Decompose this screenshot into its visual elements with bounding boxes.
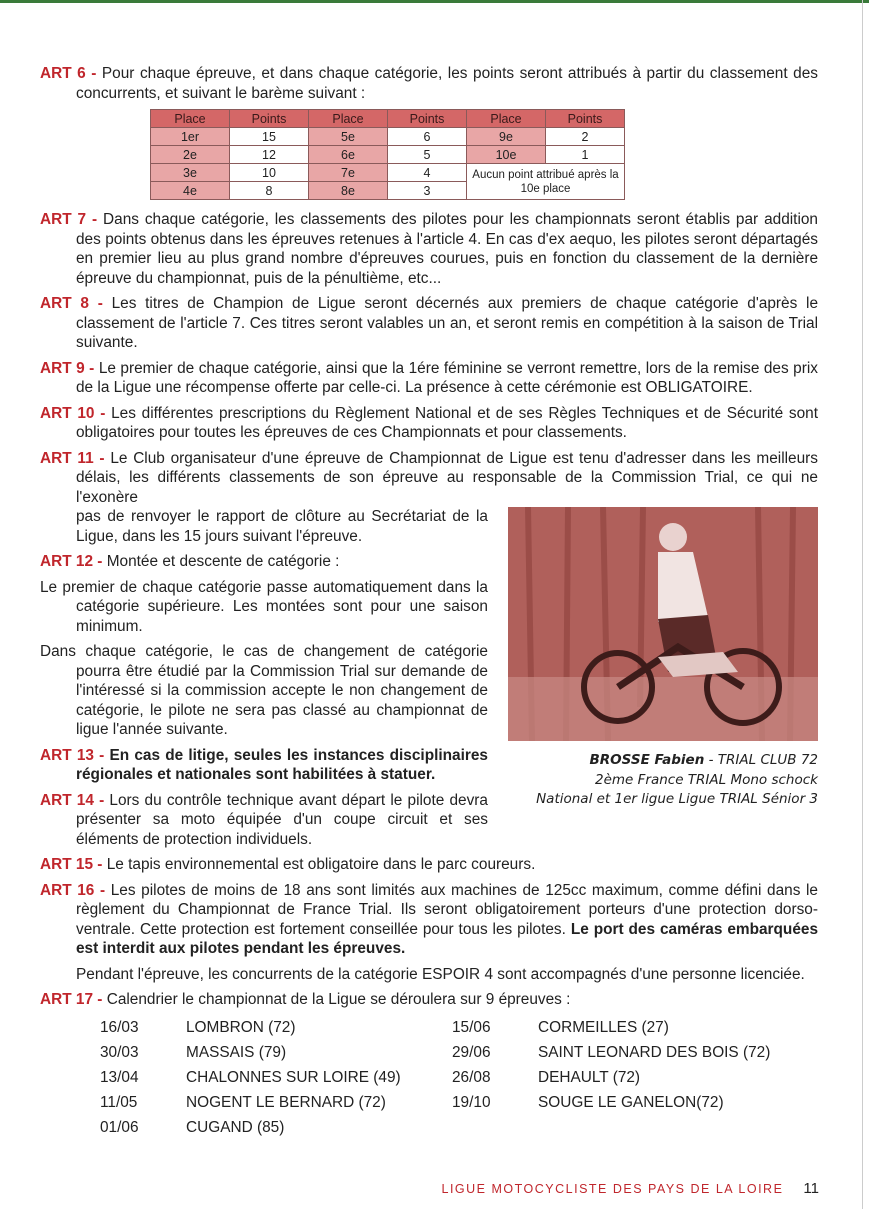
table-header-row [151,110,625,128]
article-label: ART 10 - [40,404,106,422]
article-text: En cas de litige, seules les instances disciplinaires régionales et nationales sont habilitées à statuer. [76,746,488,783]
article-label: ART 16 - [40,881,106,899]
table-cell: 8 [230,182,309,200]
table-cell: 7e [309,164,388,182]
article-label: ART 11 - [40,449,105,467]
article-text: Lors du contrôle technique avant départ le pilote devra présenter sa moto équipée d'un coupe circuit et ses éléments de protection individuels. [76,791,488,848]
calendar-place [538,1118,858,1137]
table-cell: 3 [388,182,467,200]
table-cell: 4e [151,182,230,200]
calendar-date: 30/03 [100,1043,139,1061]
col-header: Points [230,110,309,128]
table-note: Aucun point attribué après la 10e place [467,164,625,200]
article-label: ART 17 - [40,991,103,1008]
photo-section [40,507,818,849]
article-label: ART 12 - [40,553,103,570]
article-10 [40,404,818,443]
calendar-place: NOGENT LE BERNARD (72) [186,1093,386,1111]
article-11 [40,449,818,508]
table-cell: 1er [151,128,230,146]
calendar-place: CUGAND (85) [186,1118,285,1136]
article-12-paragraph-1: Le premier de chaque catégorie passe automatiquement dans la catégorie supérieure. Les montées sont pour une saison minimum. [40,578,488,635]
page-edge [862,0,863,1209]
table-cell: 5 [388,146,467,164]
caption-line-1 [508,751,818,771]
article-label: ART 9 - [40,359,95,377]
article-text: Pour chaque épreuve, et dans chaque catégorie, les points seront attribués à partir du classement des concurrents, et suivant le barème suivant : [76,65,818,102]
article-label: ART 8 - [40,295,103,312]
article-text: Montée et descente de catégorie : [106,553,340,570]
table-row [151,164,625,182]
article-8 [40,294,818,353]
article-7 [40,210,818,288]
calendar-date: 19/10 [452,1093,491,1111]
article-16-paragraph-2: Pendant l'épreuve, les concurrents de la catégorie ESPOIR 4 sont accompagnés d'une personne licenciée. [76,965,805,983]
article-text: Le tapis environnemental est obligatoire dans le parc coureurs. [106,856,536,873]
article-14 [40,791,488,850]
calendar-date: 11/05 [100,1093,138,1111]
caption-club: - TRIAL CLUB 72 [704,752,818,768]
article-17 [40,990,818,1010]
calendar-place: MASSAIS (79) [186,1043,287,1061]
col-header: Points [388,110,467,128]
footer-title: LIGUE MOTOCYCLISTE DES PAYS DE LA LOIRE [441,1182,784,1196]
article-text: Calendrier le championnat de la Ligue se déroulera sur 9 épreuves : [106,991,571,1008]
trial-rider-illustration [508,507,818,741]
table-cell: 6 [388,128,467,146]
calendar-list [100,1018,818,1137]
article-text-bold: Le port des caméras embarquées est interdit aux pilotes pendant les épreuves. [76,920,819,957]
table-cell: 2e [151,146,230,164]
rider-photo [508,507,818,741]
table-cell: 10e [467,146,546,164]
article-6 [40,64,818,103]
calendar-place: LOMBRON (72) [186,1018,296,1036]
calendar-place: CORMEILLES (27) [538,1018,669,1036]
article-text: Le Club organisateur d'une épreuve de Championnat de Ligue est tenu d'adresser dans les meilleurs délais, les différents classements de son épreuve au responsable de la Commission Trial, ce qui ne l'exonère [76,449,819,506]
col-header: Points [546,110,625,128]
table-cell: 12 [230,146,309,164]
page-footer [442,1180,820,1197]
calendar-date [452,1118,538,1137]
col-header: Place [151,110,230,128]
article-9 [40,359,818,398]
article-text: Dans chaque catégorie, les classements des pilotes pour les championnats seront établis par addition des points obtenus dans les épreuves retenues à l'article 4. En cas d'ex aequo, les pilotes seront départagés en premier lieu au plus grand nombre d'épreuves courues, puis en fonction du classement de la dernière épreuve du championnat, puis de la pénultième, etc... [76,211,818,287]
photo-figure [508,507,818,810]
article-text: Les différentes prescriptions du Règlement National et de ses Règles Techniques et de Sécurité sont obligatoires pour toutes les épreuves de ces Championnats et pour classements. [76,404,818,441]
calendar-date: 29/06 [452,1043,491,1061]
table-row [151,128,625,146]
article-label: ART 13 - [40,746,105,764]
article-label: ART 6 - [40,65,97,82]
table-row [151,146,625,164]
article-label: ART 14 - [40,791,105,809]
calendar-date: 01/06 [100,1118,139,1136]
table-cell: 3e [151,164,230,182]
calendar-place: SAINT LEONARD DES BOIS (72) [538,1043,771,1061]
page-content [40,64,818,1137]
photo-caption [508,751,818,810]
col-header: Place [467,110,546,128]
article-label: ART 15 - [40,856,103,873]
page-number: 11 [803,1180,819,1197]
points-table [150,109,625,200]
calendar-date: 15/06 [452,1018,491,1036]
table-cell: 6e [309,146,388,164]
article-text: Le premier de chaque catégorie, ainsi que la 1ére féminine se verront remettre, lors de la remise des prix de la Ligue une récompense offerte par celle-ci. La présence à cette cérémonie est OBLIGATOIRE. [76,359,818,396]
table-cell: 10 [230,164,309,182]
caption-line-3: National et 1er ligue Ligue TRIAL Sénior 3 [536,791,818,807]
article-16 [40,881,818,959]
table-cell: 8e [309,182,388,200]
article-13 [40,746,488,785]
calendar-date: 26/08 [452,1068,491,1086]
calendar-date: 16/03 [100,1018,139,1036]
caption-line-2: 2ème France TRIAL Mono schock [595,771,818,788]
table-cell: 5e [309,128,388,146]
table-cell: 4 [388,164,467,182]
col-header: Place [309,110,388,128]
caption-name: BROSSE Fabien [589,752,705,768]
calendar-place: DEHAULT (72) [538,1068,641,1086]
calendar-date: 13/04 [100,1068,139,1086]
table-cell: 1 [546,146,625,164]
article-text: Les titres de Champion de Ligue seront décernés aux premiers de chaque catégorie d'après le classement de l'article 7. Ces titres seront valables un an, et seront remis en compétition à la saison de Trial suivante. [76,295,819,351]
article-label: ART 7 - [40,211,98,228]
article-12-paragraph-2: Dans chaque catégorie, le cas de changement de catégorie pourra être étudié par la Commission Trial sur demande de l'intéressé si la commission accepte le non changement de catégorie, le pilote ne sera pas classé au championnat de ligue l'année suivante. [40,643,488,738]
calendar-place: CHALONNES SUR LOIRE (49) [186,1068,401,1086]
article-text: Les pilotes de moins de 18 ans sont limités aux machines de 125cc maximum, comme défini dans le règlement du Championnat de France Trial. Ils seront obligatoirement porteurs d'une protection dorso-ventrale. Cette protection est fortement conseillée pour tous les pilotes. [76,881,818,938]
article-15 [40,855,818,875]
calendar-place: SOUGE LE GANELON(72) [538,1093,724,1111]
table-cell: 15 [230,128,309,146]
table-cell: 2 [546,128,625,146]
top-border [0,0,869,3]
article-12 [40,552,488,572]
table-cell: 9e [467,128,546,146]
article-11-continued: pas de renvoyer le rapport de clôture au Secrétariat de la Ligue, dans les 15 jours suivant l'épreuve. [76,508,488,545]
